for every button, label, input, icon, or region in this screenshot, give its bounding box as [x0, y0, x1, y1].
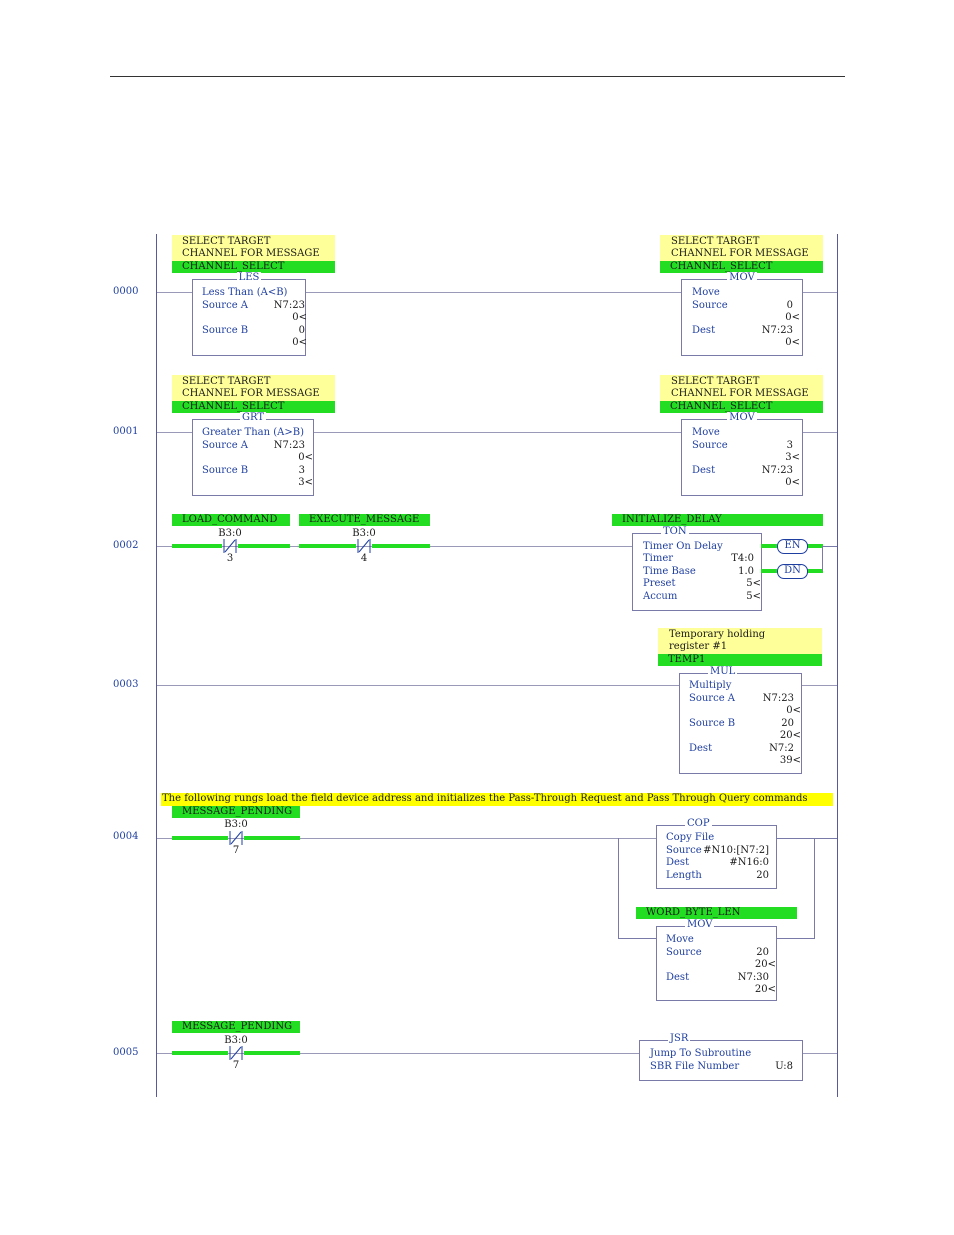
instruction-title: MOV — [729, 412, 755, 423]
symbol-label: TEMP1 — [668, 654, 706, 665]
param-value: 0 — [786, 300, 793, 311]
symbol-label: INITIALIZE_DELAY — [622, 514, 722, 525]
param-label: Source — [692, 440, 728, 451]
param-label: Length — [666, 870, 702, 881]
note-line: SELECT TARGET — [182, 376, 271, 387]
param-current: 0< — [298, 452, 313, 463]
instruction-title: GRT — [241, 412, 264, 423]
param-label: Dest — [666, 972, 690, 983]
left-power-rail — [156, 234, 157, 1097]
param-value: U:8 — [775, 1061, 793, 1072]
param-current: 39< — [779, 755, 801, 766]
param-value: N7:23 — [273, 300, 305, 311]
param-label: Dest — [689, 743, 713, 754]
symbol-label: LOAD_COMMAND — [182, 514, 278, 525]
rung-number[interactable]: 0004 — [113, 831, 139, 842]
header-rule — [110, 76, 845, 77]
param-value: 1.0 — [738, 566, 754, 577]
rung-number[interactable]: 0005 — [113, 1047, 139, 1058]
param-current: 20< — [754, 959, 776, 970]
param-label: Timer — [643, 553, 674, 564]
param-label: Time Base — [643, 566, 696, 577]
contact-address: B3:0 — [224, 1035, 248, 1046]
note-line: Temporary holding — [669, 629, 766, 640]
param-current: 3< — [298, 477, 313, 488]
branch-wire — [822, 546, 823, 571]
symbol-label: CHANNEL_SELECT — [670, 261, 773, 272]
param-label: Dest — [666, 857, 690, 868]
param-value: N7:23 — [761, 465, 793, 476]
instruction-desc: Move — [666, 934, 694, 945]
param-current: 20< — [754, 984, 776, 995]
energized-wire — [172, 836, 228, 840]
param-current: 0< — [785, 312, 800, 323]
note-line: CHANNEL FOR MESSAGE — [671, 388, 809, 399]
symbol-label: WORD_BYTE_LEN — [646, 907, 741, 918]
instruction-desc: Less Than (A<B) — [202, 287, 288, 298]
param-value: 5< — [746, 578, 761, 589]
rung-number[interactable]: 0002 — [113, 540, 139, 551]
param-value: N7:23 — [762, 693, 794, 704]
param-value: 3 — [298, 465, 305, 476]
rung-wire — [802, 1053, 837, 1054]
dn-bit-label: DN — [784, 565, 801, 576]
param-value: 0 — [298, 325, 305, 336]
param-value: #N10:[N7:2] — [703, 845, 769, 856]
note-line: CHANNEL FOR MESSAGE — [671, 248, 809, 259]
param-current: 20< — [779, 730, 801, 741]
cop-instruction[interactable] — [656, 818, 777, 889]
param-label: Preset — [643, 578, 676, 589]
param-value: #N16:0 — [729, 857, 769, 868]
param-value: N7:23 — [273, 440, 305, 451]
param-current: 0< — [292, 337, 307, 348]
instruction-desc: Copy File — [666, 832, 715, 843]
note-line: CHANNEL FOR MESSAGE — [182, 388, 320, 399]
contact-bit: 3 — [226, 553, 234, 564]
param-label: Source — [692, 300, 728, 311]
symbol-label: MESSAGE_PENDING — [182, 806, 293, 817]
rung-wire — [814, 838, 837, 839]
param-label: SBR File Number — [650, 1061, 740, 1072]
mov-instruction[interactable] — [681, 412, 803, 496]
symbol-label: EXECUTE_MESSAGE — [309, 514, 420, 525]
instruction-title: MOV — [729, 272, 755, 283]
symbol-label: CHANNEL_SELECT — [182, 261, 285, 272]
param-current: 0< — [785, 477, 800, 488]
jsr-instruction[interactable] — [639, 1033, 803, 1081]
contact-bit: 7 — [232, 1060, 240, 1071]
param-value: 20 — [756, 870, 769, 881]
note-line: SELECT TARGET — [182, 236, 271, 247]
note-line: register #1 — [669, 641, 728, 652]
rung-wire — [157, 432, 193, 433]
mul-instruction[interactable] — [679, 666, 802, 774]
instruction-desc: Move — [692, 427, 720, 438]
rung-wire — [801, 685, 837, 686]
en-bit-label: EN — [784, 540, 801, 551]
xio-contact-icon[interactable] — [356, 538, 372, 554]
param-label: Source A — [689, 693, 736, 704]
energized-wire — [372, 544, 430, 548]
param-label: Dest — [692, 325, 716, 336]
contact-address: B3:0 — [224, 819, 248, 830]
xio-contact-icon[interactable] — [228, 1045, 244, 1061]
mov-instruction[interactable] — [681, 272, 803, 356]
rung-wire — [305, 292, 681, 293]
instruction-title: JSR — [670, 1033, 689, 1044]
energized-wire — [172, 1051, 228, 1055]
branch-wire — [618, 938, 656, 939]
energized-wire — [299, 544, 356, 548]
param-label: Source B — [689, 718, 736, 729]
xio-contact-icon[interactable] — [222, 538, 238, 554]
note-line: SELECT TARGET — [671, 236, 760, 247]
mov-instruction[interactable] — [656, 919, 777, 1001]
right-power-rail — [837, 234, 838, 1097]
param-label: Source A — [202, 300, 249, 311]
param-label: Dest — [692, 465, 716, 476]
param-current: 0< — [785, 337, 800, 348]
branch-wire — [776, 938, 814, 939]
param-label: Source B — [202, 325, 249, 336]
rung-wire — [802, 292, 837, 293]
branch-wire — [618, 838, 619, 939]
rung-number[interactable]: 0001 — [113, 426, 139, 437]
energized-wire — [172, 544, 222, 548]
ton-instruction[interactable] — [632, 526, 762, 611]
instruction-desc: Timer On Delay — [643, 541, 723, 552]
param-label: Source B — [202, 465, 249, 476]
instruction-title: LES — [238, 272, 260, 283]
rung-wire — [157, 685, 679, 686]
energized-wire — [244, 836, 300, 840]
param-value: T4:0 — [731, 553, 754, 564]
energized-wire — [806, 544, 823, 548]
xio-contact-icon[interactable] — [228, 830, 244, 846]
energized-wire — [761, 544, 777, 548]
energized-wire — [244, 1051, 300, 1055]
rung-wire — [313, 432, 681, 433]
param-label: Source — [666, 947, 702, 958]
param-current: 3< — [785, 452, 800, 463]
rung-comment-text: The following rungs load the field device address and initializes the Pass-Through Request and Pass Through Query commands — [162, 793, 808, 804]
note-line: SELECT TARGET — [671, 376, 760, 387]
param-value: N7:30 — [737, 972, 769, 983]
param-label: Source — [666, 845, 702, 856]
branch-wire — [814, 838, 815, 939]
instruction-title: MUL — [710, 666, 736, 677]
param-value: N7:23 — [761, 325, 793, 336]
energized-wire — [238, 544, 290, 548]
les-instruction[interactable] — [192, 272, 307, 356]
param-value: N7:2 — [769, 743, 794, 754]
note-line: CHANNEL FOR MESSAGE — [182, 248, 320, 259]
instruction-desc: Multiply — [689, 680, 732, 691]
instruction-title: MOV — [687, 919, 713, 930]
instruction-title: TON — [663, 526, 687, 537]
instruction-desc: Greater Than (A>B) — [202, 427, 304, 438]
contact-bit: 7 — [232, 845, 240, 856]
contact-address: B3:0 — [352, 528, 376, 539]
contact-bit: 4 — [360, 553, 368, 564]
contact-address: B3:0 — [218, 528, 242, 539]
instruction-desc: Move — [692, 287, 720, 298]
rung-wire — [823, 546, 837, 547]
symbol-label: MESSAGE_PENDING — [182, 1021, 293, 1032]
param-value: 5< — [746, 591, 761, 602]
instruction-title: COP — [687, 818, 710, 829]
param-current: 0< — [292, 312, 307, 323]
energized-wire — [806, 569, 823, 573]
param-label: Source A — [202, 440, 249, 451]
param-label: Accum — [643, 591, 678, 602]
symbol-label: CHANNEL_SELECT — [670, 401, 773, 412]
symbol-label: CHANNEL_SELECT — [182, 401, 285, 412]
grt-instruction[interactable] — [192, 412, 314, 496]
rung-number[interactable]: 0003 — [113, 679, 139, 690]
energized-wire — [761, 569, 777, 573]
param-current: 0< — [786, 705, 801, 716]
branch-wire — [776, 838, 814, 839]
param-value: 20 — [756, 947, 769, 958]
rung-wire — [802, 432, 837, 433]
param-value: 3 — [786, 440, 793, 451]
rung-number[interactable]: 0000 — [113, 286, 139, 297]
instruction-desc: Jump To Subroutine — [650, 1048, 752, 1059]
rung-wire — [157, 292, 193, 293]
param-value: 20 — [781, 718, 794, 729]
